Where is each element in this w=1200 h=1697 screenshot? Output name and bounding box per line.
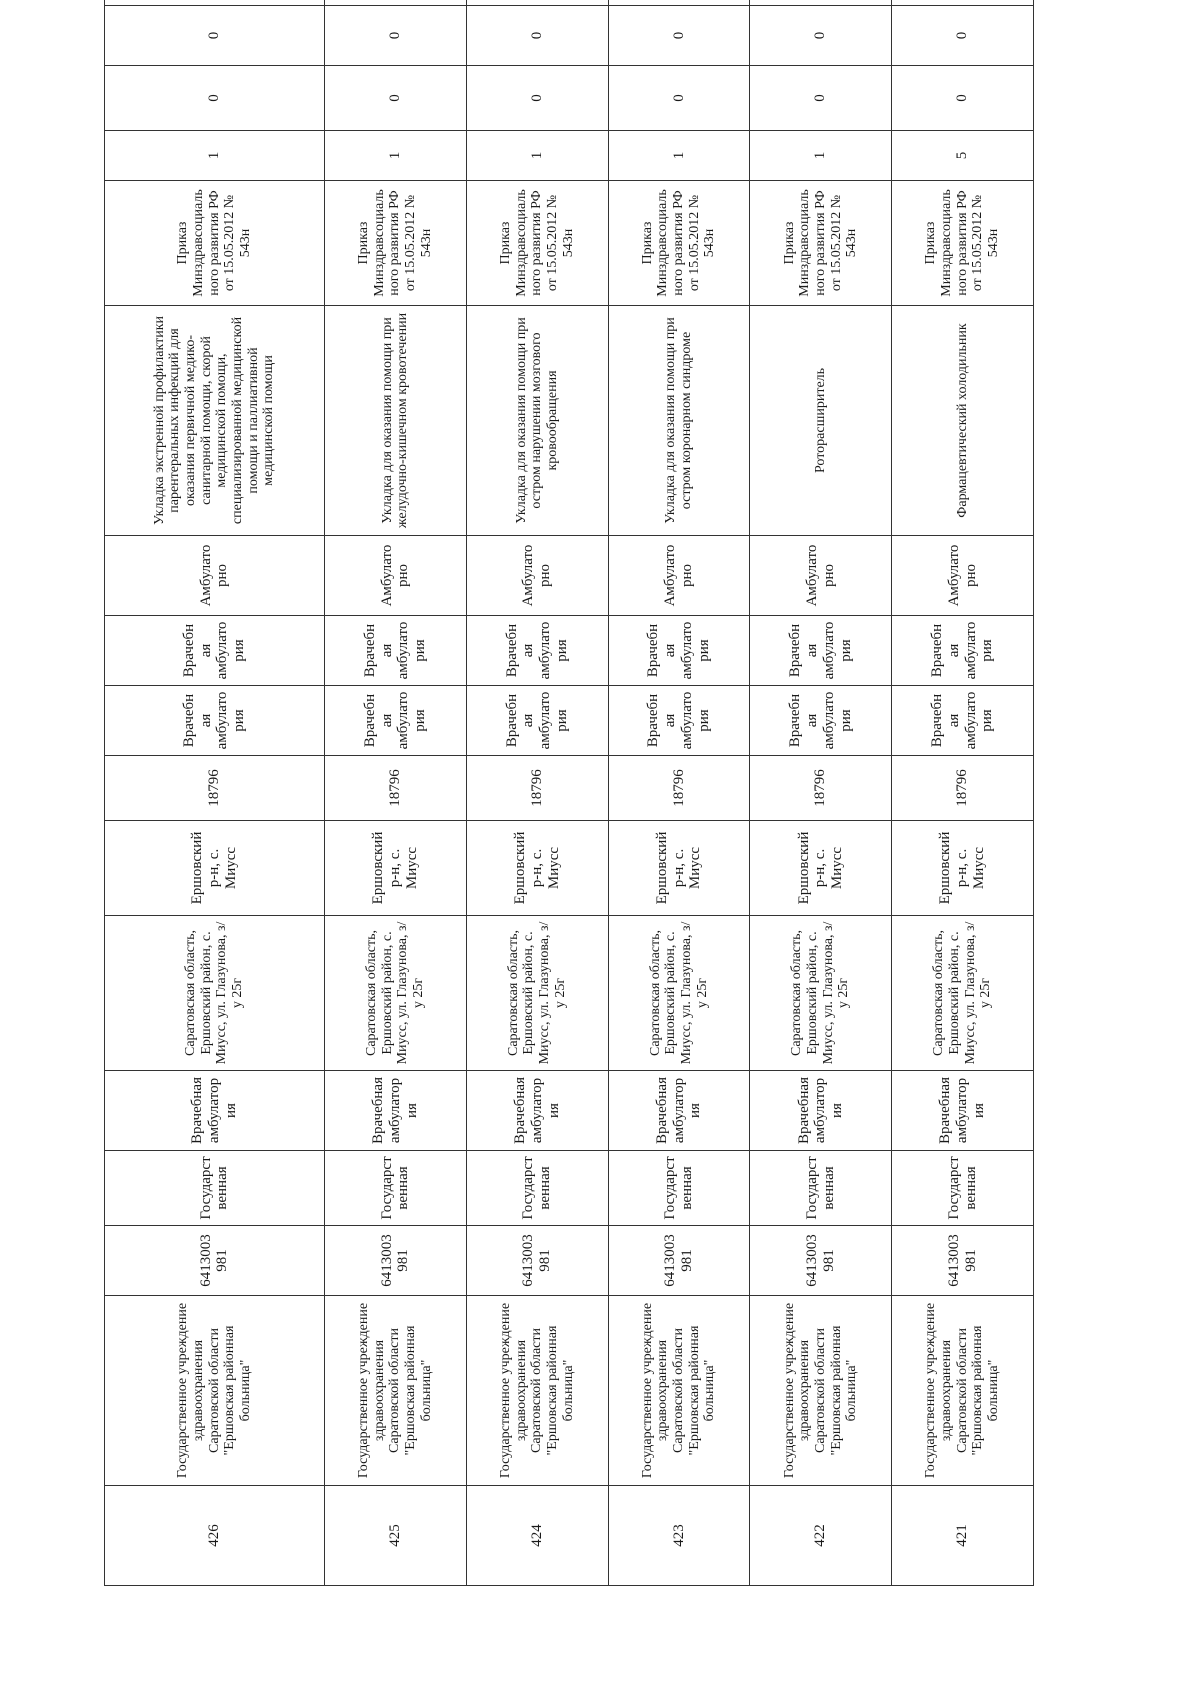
- cell-type: Врачебная амбулатория: [105, 1071, 325, 1151]
- cell-c2: 0: [608, 6, 750, 66]
- cell-kind2: Врачебная амбулатория: [105, 616, 325, 686]
- cell-code: 18796: [608, 756, 750, 821]
- cell-type: Врачебная амбулатория: [324, 1071, 466, 1151]
- table-row: [892, 0, 1034, 1586]
- cell-kind1: Врачебная амбулатория: [750, 686, 892, 756]
- cell-code: 18796: [892, 756, 1034, 821]
- cell-c2: 0: [324, 6, 466, 66]
- cell-num: 421: [892, 1486, 1034, 1586]
- cell-c2: 0: [105, 6, 325, 66]
- cell-kind1: Врачебная амбулатория: [466, 686, 608, 756]
- cell-name: Укладка для оказания помощи при остром коронарном синдроме: [608, 306, 750, 536]
- cell-care: Амбулаторно: [466, 536, 608, 616]
- cell-num: 425: [324, 1486, 466, 1586]
- cell-c2: 0: [892, 6, 1034, 66]
- cell-type: Врачебная амбулатория: [750, 1071, 892, 1151]
- cell-qty: 1: [608, 131, 750, 181]
- cell-district: Ершовский р-н, с. Миусс: [105, 821, 325, 916]
- cell-kind2: Врачебная амбулатория: [466, 616, 608, 686]
- cell-name: Роторасширитель: [750, 306, 892, 536]
- cell-qty: 1: [105, 131, 325, 181]
- cell-code: 18796: [105, 756, 325, 821]
- cell-inn: 6413003981: [466, 1226, 608, 1296]
- table-row: [105, 0, 325, 1586]
- cell-inn: 6413003981: [892, 1226, 1034, 1296]
- cell-form: Государственная: [105, 1151, 325, 1226]
- table-row: [750, 0, 892, 1586]
- cell-address: Саратовская область, Ершовский район, с. Миусс, ул. Глазунова, з/у 25г: [608, 916, 750, 1071]
- table-row: [324, 0, 466, 1586]
- cell-district: Ершовский р-н, с. Миусс: [750, 821, 892, 916]
- cell-address: Саратовская область, Ершовский район, с. Миусс, ул. Глазунова, з/у 25г: [892, 916, 1034, 1071]
- cell-date: [324, 0, 466, 6]
- cell-qty: 1: [466, 131, 608, 181]
- cell-kind2: Врачебная амбулатория: [750, 616, 892, 686]
- cell-order: Приказ Минздравсоциального развития РФ от 15.05.2012 № 543н: [608, 181, 750, 306]
- cell-type: Врачебная амбулатория: [892, 1071, 1034, 1151]
- cell-org: Государственное учреждение здравоохранения Саратовской области "Ершовская районная больница": [466, 1296, 608, 1486]
- cell-num: 423: [608, 1486, 750, 1586]
- cell-inn: 6413003981: [324, 1226, 466, 1296]
- cell-org: Государственное учреждение здравоохранения Саратовской области "Ершовская районная больница": [608, 1296, 750, 1486]
- cell-kind1: Врачебная амбулатория: [608, 686, 750, 756]
- cell-form: Государственная: [608, 1151, 750, 1226]
- table-row: [466, 0, 608, 1586]
- cell-type: Врачебная амбулатория: [608, 1071, 750, 1151]
- cell-kind1: Врачебная амбулатория: [892, 686, 1034, 756]
- cell-name: Укладка для оказания помощи при желудочно-кишечном кровотечении: [324, 306, 466, 536]
- cell-code: 18796: [750, 756, 892, 821]
- cell-inn: 6413003981: [608, 1226, 750, 1296]
- cell-care: Амбулаторно: [750, 536, 892, 616]
- cell-num: 426: [105, 1486, 325, 1586]
- cell-org: Государственное учреждение здравоохранения Саратовской области "Ершовская районная больница": [750, 1296, 892, 1486]
- cell-c2: 0: [750, 6, 892, 66]
- cell-code: 18796: [466, 756, 608, 821]
- cell-date: [466, 0, 608, 6]
- cell-district: Ершовский р-н, с. Миусс: [608, 821, 750, 916]
- cell-order: Приказ Минздравсоциального развития РФ от 15.05.2012 № 543н: [892, 181, 1034, 306]
- cell-kind2: Врачебная амбулатория: [892, 616, 1034, 686]
- table-row: [608, 0, 750, 1586]
- cell-address: Саратовская область, Ершовский район, с. Миусс, ул. Глазунова, з/у 25г: [105, 916, 325, 1071]
- cell-date: [750, 0, 892, 6]
- cell-qty: 5: [892, 131, 1034, 181]
- cell-address: Саратовская область, Ершовский район, с. Миусс, ул. Глазунова, з/у 25г: [324, 916, 466, 1071]
- cell-c1: 0: [466, 66, 608, 131]
- cell-c1: 0: [608, 66, 750, 131]
- cell-form: Государственная: [466, 1151, 608, 1226]
- cell-care: Амбулаторно: [105, 536, 325, 616]
- cell-c1: 0: [750, 66, 892, 131]
- cell-name: Фармацевтический холодильник: [892, 306, 1034, 536]
- cell-c1: 0: [105, 66, 325, 131]
- cell-kind1: Врачебная амбулатория: [105, 686, 325, 756]
- equipment-table: [104, 0, 1034, 1586]
- cell-num: 424: [466, 1486, 608, 1586]
- cell-order: Приказ Минздравсоциального развития РФ от 15.05.2012 № 543н: [324, 181, 466, 306]
- cell-kind1: Врачебная амбулатория: [324, 686, 466, 756]
- cell-date: [608, 0, 750, 6]
- cell-order: Приказ Минздравсоциального развития РФ от 15.05.2012 № 543н: [750, 181, 892, 306]
- cell-type: Врачебная амбулатория: [466, 1071, 608, 1151]
- cell-date: [105, 0, 325, 6]
- cell-date: [892, 0, 1034, 6]
- cell-form: Государственная: [892, 1151, 1034, 1226]
- rotated-table-wrapper: [104, 31, 1034, 1586]
- cell-num: 422: [750, 1486, 892, 1586]
- cell-district: Ершовский р-н, с. Миусс: [466, 821, 608, 916]
- cell-kind2: Врачебная амбулатория: [324, 616, 466, 686]
- cell-c1: 0: [324, 66, 466, 131]
- cell-care: Амбулаторно: [892, 536, 1034, 616]
- cell-name: Укладка для оказания помощи при остром нарушении мозгового кровообращения: [466, 306, 608, 536]
- cell-code: 18796: [324, 756, 466, 821]
- cell-c2: 0: [466, 6, 608, 66]
- cell-org: Государственное учреждение здравоохранения Саратовской области "Ершовская районная больница": [324, 1296, 466, 1486]
- cell-district: Ершовский р-н, с. Миусс: [892, 821, 1034, 916]
- cell-order: Приказ Минздравсоциального развития РФ от 15.05.2012 № 543н: [466, 181, 608, 306]
- cell-inn: 6413003981: [105, 1226, 325, 1296]
- cell-form: Государственная: [324, 1151, 466, 1226]
- cell-kind2: Врачебная амбулатория: [608, 616, 750, 686]
- cell-form: Государственная: [750, 1151, 892, 1226]
- cell-c1: 0: [892, 66, 1034, 131]
- cell-address: Саратовская область, Ершовский район, с. Миусс, ул. Глазунова, з/у 25г: [750, 916, 892, 1071]
- cell-district: Ершовский р-н, с. Миусс: [324, 821, 466, 916]
- cell-org: Государственное учреждение здравоохранения Саратовской области "Ершовская районная больница": [892, 1296, 1034, 1486]
- cell-qty: 1: [750, 131, 892, 181]
- cell-address: Саратовская область, Ершовский район, с. Миусс, ул. Глазунова, з/у 25г: [466, 916, 608, 1071]
- table-body: [105, 0, 1034, 1586]
- cell-care: Амбулаторно: [324, 536, 466, 616]
- cell-name: Укладка экстренной профилактики парентеральных инфекций для оказания первичной медико-санитарной помощи, скорой медицинской помощи, специализированной медицинской помощи и паллиативной медицинской помощи: [105, 306, 325, 536]
- cell-care: Амбулаторно: [608, 536, 750, 616]
- cell-order: Приказ Минздравсоциального развития РФ от 15.05.2012 № 543н: [105, 181, 325, 306]
- cell-qty: 1: [324, 131, 466, 181]
- cell-inn: 6413003981: [750, 1226, 892, 1296]
- cell-org: Государственное учреждение здравоохранения Саратовской области "Ершовская районная больница": [105, 1296, 325, 1486]
